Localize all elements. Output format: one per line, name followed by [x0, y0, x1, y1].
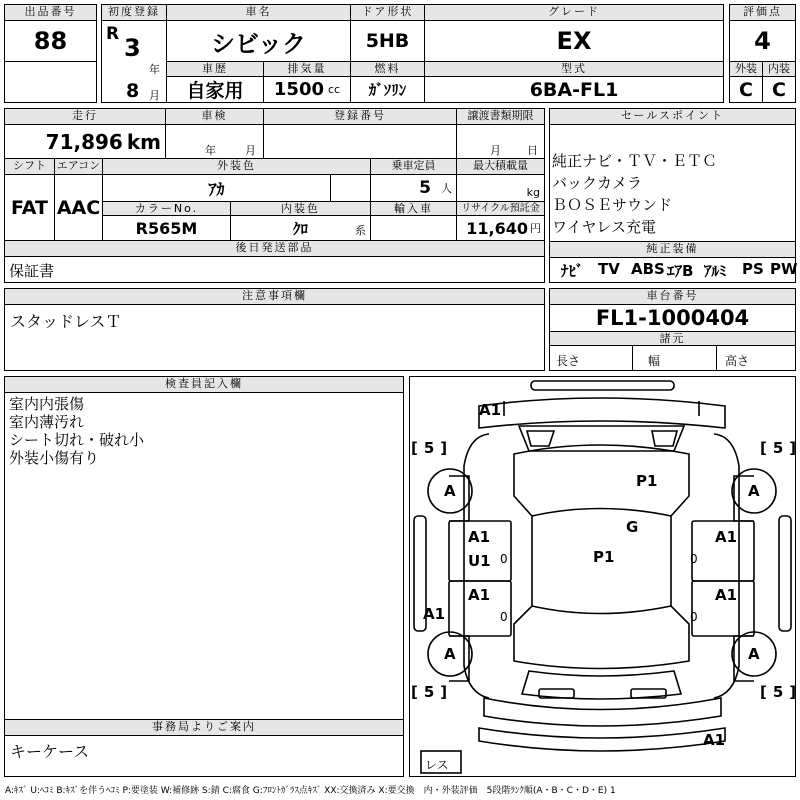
- office-label: 事務局よりご案内: [4, 719, 404, 736]
- load-cell: [456, 174, 545, 202]
- sales-point: 純正ナビ・ＴＶ・ＥＴＣ: [552, 152, 718, 170]
- wheel-front-left: A: [444, 482, 456, 500]
- model: 6BA-FL1: [424, 76, 724, 103]
- import-cell: [370, 215, 457, 241]
- caution-label: 注意事項欄: [4, 288, 545, 305]
- length-label: 長さ: [556, 354, 581, 368]
- interior-grade: C: [762, 76, 796, 103]
- displacement-label: 排気量: [263, 61, 351, 77]
- tire-depth-front-left: [ 5 ]: [411, 439, 448, 457]
- door: 5HB: [350, 20, 425, 62]
- import-label: 輸入車: [370, 201, 457, 216]
- load-label: 最大積載量: [456, 158, 545, 175]
- mileage-unit: km: [126, 129, 161, 154]
- sales-point: ワイヤレス充電: [552, 218, 656, 236]
- equip-navi: ﾅﾋﾞ: [561, 262, 584, 280]
- tire-depth-front-right: [ 5 ]: [760, 439, 797, 457]
- fuel: ｶﾞｿﾘﾝ: [350, 76, 425, 103]
- month-unit: 月: [149, 89, 160, 102]
- ac: AAC: [54, 174, 103, 241]
- door-label: ドア形状: [350, 4, 425, 21]
- interior-color: ｸﾛ: [292, 219, 308, 238]
- equip-airbag: ｴｱB: [667, 262, 694, 280]
- grade: EX: [424, 20, 724, 62]
- chassis-label: 車台番号: [549, 288, 796, 305]
- interior-color-cell: [230, 215, 371, 241]
- reg-month: 8: [126, 80, 140, 102]
- capacity: 5: [419, 178, 431, 198]
- recycle: 11,640: [466, 218, 528, 238]
- grade-label: グレード: [424, 4, 724, 21]
- lot-label: 出品番号: [4, 4, 97, 21]
- capacity-cell: [370, 174, 457, 202]
- spare-tire-label: レス: [425, 758, 449, 772]
- mark-cabin: P1: [593, 548, 615, 566]
- chassis-number: FL1-1000404: [549, 304, 796, 332]
- shift: FAT: [4, 174, 55, 241]
- office-text: キーケース: [10, 742, 90, 761]
- tire-depth-rear-left: [ 5 ]: [411, 683, 448, 701]
- wheel-rear-left: A: [444, 645, 456, 663]
- car-name: シビック: [166, 20, 351, 62]
- sales-label: セールスポイント: [549, 108, 796, 125]
- color-blank: [330, 174, 371, 202]
- zero-left-front: 0: [500, 552, 508, 566]
- inspector-note: シート切れ・破れ小: [9, 431, 145, 449]
- spec-width-cell: [632, 345, 717, 371]
- reg-year: 3: [124, 34, 141, 62]
- width-label: 幅: [648, 354, 661, 368]
- interior-color-label: 内装色: [230, 201, 371, 216]
- displacement-unit: cc: [328, 83, 341, 96]
- displacement-cell: [263, 76, 351, 103]
- mark-left-front-door-dent: U1: [468, 552, 491, 570]
- mark-glass: G: [626, 518, 639, 536]
- spec-label: 諸元: [549, 331, 796, 346]
- interior-label: 内装: [762, 61, 796, 77]
- shift-label: シフト: [4, 158, 55, 175]
- capacity-label: 乗車定員: [370, 158, 457, 175]
- wheel-rear-right: A: [748, 645, 760, 663]
- first-reg-label: 初度登録: [101, 4, 167, 21]
- score-label: 評価点: [729, 4, 796, 21]
- score: 4: [729, 20, 796, 62]
- lot-blank: [4, 61, 97, 103]
- inspection-year: 年: [205, 144, 216, 157]
- equip-ps: PS: [742, 260, 764, 278]
- plate-label: 登録番号: [263, 108, 457, 125]
- mark-right-front-door: A1: [715, 528, 738, 546]
- transfer-label: 譲渡書類期限: [456, 108, 545, 125]
- later-label: 後日発送部品: [4, 240, 545, 257]
- equip-tv: TV: [598, 260, 620, 278]
- mark-left-rear-door: A1: [468, 586, 491, 604]
- zero-right-front: 0: [690, 552, 698, 566]
- exterior-grade: C: [729, 76, 763, 103]
- year-unit: 年: [149, 63, 160, 76]
- exterior-label: 外装: [729, 61, 763, 77]
- mark-hood: A1: [479, 401, 502, 419]
- mark-right-rear-door: A1: [715, 586, 738, 604]
- mark-roof: P1: [636, 472, 658, 490]
- mark-left-sill: A1: [423, 605, 446, 623]
- color-label: 外装色: [102, 158, 371, 175]
- era: R: [106, 24, 120, 44]
- color-no: R565M: [102, 215, 231, 241]
- height-label: 高さ: [725, 354, 750, 368]
- capacity-unit: 人: [441, 182, 452, 195]
- equip-pw: PW: [770, 260, 798, 278]
- model-label: 型式: [424, 61, 724, 77]
- history-label: 車歴: [166, 61, 264, 77]
- sales-point: ＢＯＳＥサウンド: [552, 196, 673, 214]
- load-unit: kg: [526, 186, 540, 199]
- recycle-label: リサイクル預託金: [456, 201, 545, 216]
- inspector-note: 外装小傷有り: [9, 449, 100, 467]
- lot-number: 88: [4, 20, 97, 62]
- mileage-cell: [4, 124, 166, 159]
- transfer-month: 月: [490, 144, 501, 157]
- later-cell: [4, 256, 545, 283]
- caution-text: スタッドレスＴ: [10, 312, 122, 331]
- equip-label: 純正装備: [549, 241, 796, 258]
- mileage-label: 走行: [4, 108, 166, 125]
- sales-point: バックカメラ: [552, 174, 643, 192]
- equip-abs: ABS: [631, 260, 665, 278]
- legend: A:ｷｽﾞ U:ﾍｺﾐ B:ｷｽﾞを伴うﾍｺﾐ P:要塗装 W:補修跡 S:錆 C:腐食 G:ﾌﾛﾝﾄｶﾞﾗｽ点ｷｽﾞ XX:交換済み X:要交換 内・外装評価 5段階ﾗﾝｸ順(A・B・C・D・E) 1: [5, 786, 616, 796]
- color-no-label: カラーNo.: [102, 201, 231, 216]
- car-diagram: [409, 376, 796, 777]
- zero-left-rear: 0: [500, 610, 508, 624]
- recycle-unit: 円: [530, 222, 541, 235]
- mark-left-front-door: A1: [468, 528, 491, 546]
- transfer-day: 日: [527, 144, 538, 157]
- wheel-front-right: A: [748, 482, 760, 500]
- name-label: 車名: [166, 4, 351, 21]
- mark-rear-bumper: A1: [703, 731, 726, 749]
- later-parts: 保証書: [9, 262, 55, 280]
- fuel-label: 燃料: [350, 61, 425, 77]
- inspector-note: 室内内張傷: [9, 395, 85, 413]
- mileage: 71,896: [45, 129, 123, 154]
- zero-right-rear: 0: [690, 610, 698, 624]
- interior-color-unit: 系: [355, 224, 366, 237]
- history: 自家用: [166, 76, 264, 103]
- displacement: 1500: [273, 79, 324, 100]
- inspector-label: 検査員記入欄: [4, 376, 404, 393]
- plate-cell: [263, 124, 457, 159]
- inspector-note: 室内薄汚れ: [9, 413, 85, 431]
- tire-depth-rear-right: [ 5 ]: [760, 683, 797, 701]
- recycle-cell: [456, 215, 545, 241]
- inspection-month: 月: [245, 144, 256, 157]
- inspection-label: 車検: [165, 108, 264, 125]
- ac-label: エアコン: [54, 158, 103, 175]
- equip-alloy: ｱﾙﾐ: [704, 262, 727, 280]
- color: ｱｶ: [102, 174, 331, 202]
